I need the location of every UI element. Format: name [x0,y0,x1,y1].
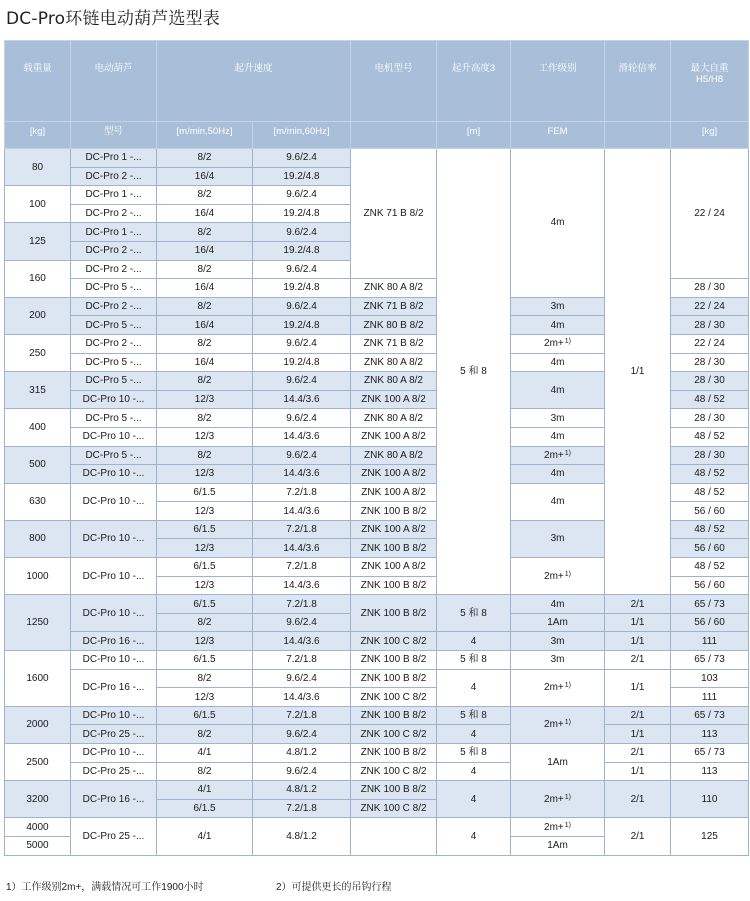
cell-motor: ZNK 100 B 8/2 [351,651,437,670]
cell-speed-60: 7.2/1.8 [253,558,351,577]
cell-duty: 3m [511,520,605,557]
cell-load: 5000 [5,836,71,855]
cell-motor: ZNK 100 B 8/2 [351,669,437,688]
cell-weight: 113 [671,725,749,744]
cell-speed-60: 9.6/2.4 [253,260,351,279]
cell-load: 2000 [5,706,71,743]
cell-model: DC-Pro 2 -... [71,167,157,186]
cell-model: DC-Pro 16 -... [71,632,157,651]
cell-model: DC-Pro 2 -... [71,241,157,260]
duty-value: 2m+ [544,682,564,694]
cell-duty [511,669,605,706]
cell-speed-50: 6/1.5 [157,799,253,818]
duty-value: 2m+ [544,570,564,582]
cell-height: 5 和 8 [437,651,511,670]
cell-duty: 4m [511,316,605,335]
cell-speed-50: 6/1.5 [157,558,253,577]
table-row [5,818,749,837]
cell-speed-60: 9.6/2.4 [253,613,351,632]
cell-model: DC-Pro 10 -... [71,651,157,670]
cell-speed-50: 4/1 [157,781,253,800]
cell-model: DC-Pro 5 -... [71,316,157,335]
cell-weight: 113 [671,762,749,781]
cell-model: DC-Pro 16 -... [71,669,157,706]
cell-model: DC-Pro 10 -... [71,483,157,520]
duty-value: 2m+ [544,449,564,461]
cell-speed-50: 16/4 [157,316,253,335]
cell-speed-50: 16/4 [157,167,253,186]
cell-model: DC-Pro 16 -... [71,781,157,818]
cell-speed-60: 14.4/3.6 [253,688,351,707]
cell-reeving: 2/1 [605,595,671,614]
table-row [5,725,749,744]
header-speed: 起升速度 [157,41,351,122]
cell-speed-50: 12/3 [157,576,253,595]
cell-load: 630 [5,483,71,520]
cell-speed-60: 14.4/3.6 [253,632,351,651]
cell-weight: 28 / 30 [671,316,749,335]
cell-speed-50: 8/2 [157,613,253,632]
cell-weight: 48 / 52 [671,465,749,484]
cell-duty [511,334,605,353]
cell-duty: 1Am [511,613,605,632]
cell-load: 250 [5,334,71,371]
cell-speed-60: 19.2/4.8 [253,204,351,223]
cell-load: 125 [5,223,71,260]
cell-speed-50: 6/1.5 [157,520,253,539]
cell-model: DC-Pro 2 -... [71,334,157,353]
duty-value: 2m+ [544,338,564,350]
footnote-marker: 1) [564,338,571,346]
unit-motor [351,122,437,149]
cell-speed-50: 12/3 [157,502,253,521]
cell-motor: ZNK 100 A 8/2 [351,465,437,484]
cell-duty: 4m [511,149,605,298]
cell-height: 4 [437,762,511,781]
cell-motor: ZNK 100 B 8/2 [351,706,437,725]
cell-weight: 28 / 30 [671,372,749,391]
table-row [5,781,749,800]
cell-speed-60: 7.2/1.8 [253,706,351,725]
cell-motor: ZNK 80 B 8/2 [351,316,437,335]
cell-height: 5 和 8 [437,706,511,725]
table-row [5,744,749,763]
cell-duty: 3m [511,409,605,428]
cell-weight: 48 / 52 [671,483,749,502]
page-title: DC-Pro环链电动葫芦选型表 [6,9,221,29]
cell-height: 4 [437,781,511,818]
cell-duty [511,558,605,595]
cell-speed-60: 4.8/1.2 [253,781,351,800]
cell-speed-50: 4/1 [157,744,253,763]
cell-motor: ZNK 100 B 8/2 [351,595,437,632]
table-row [5,706,749,725]
header-weight [671,41,749,122]
cell-speed-50: 8/2 [157,223,253,242]
cell-motor: ZNK 71 B 8/2 [351,297,437,316]
cell-speed-50: 8/2 [157,669,253,688]
cell-model: DC-Pro 10 -... [71,706,157,725]
table-body [5,149,749,856]
cell-speed-60: 7.2/1.8 [253,520,351,539]
cell-speed-60: 14.4/3.6 [253,427,351,446]
cell-motor: ZNK 80 A 8/2 [351,353,437,372]
cell-load: 200 [5,297,71,334]
cell-speed-60: 4.8/1.2 [253,818,351,855]
footnote-marker: 1) [564,570,571,578]
cell-speed-60: 9.6/2.4 [253,223,351,242]
cell-load: 2500 [5,744,71,781]
cell-model: DC-Pro 25 -... [71,818,157,855]
cell-motor: ZNK 100 C 8/2 [351,632,437,651]
cell-weight: 22 / 24 [671,297,749,316]
cell-speed-50: 16/4 [157,241,253,260]
cell-model: DC-Pro 2 -... [71,260,157,279]
cell-speed-50: 6/1.5 [157,706,253,725]
header-weight-sub: H5/H8 [696,74,723,85]
cell-duty [511,818,605,837]
cell-reeving: 2/1 [605,781,671,818]
unit-height: [m] [437,122,511,149]
footnote-marker: 1) [564,793,571,801]
cell-speed-60: 14.4/3.6 [253,539,351,558]
cell-model: DC-Pro 25 -... [71,762,157,781]
cell-duty: 3m [511,632,605,651]
cell-speed-60: 9.6/2.4 [253,725,351,744]
cell-duty [511,446,605,465]
footnote-marker: 1) [564,682,571,690]
cell-speed-50: 8/2 [157,725,253,744]
cell-motor: ZNK 80 A 8/2 [351,409,437,428]
cell-weight: 65 / 73 [671,651,749,670]
cell-reeving: 1/1 [605,632,671,651]
cell-load: 500 [5,446,71,483]
cell-motor: ZNK 100 C 8/2 [351,762,437,781]
cell-motor: ZNK 100 A 8/2 [351,558,437,577]
cell-weight: 65 / 73 [671,744,749,763]
cell-duty: 1Am [511,836,605,855]
duty-value: 2m+ [544,719,564,731]
cell-duty: 4m [511,353,605,372]
cell-speed-50: 6/1.5 [157,651,253,670]
cell-weight: 22 / 24 [671,334,749,353]
cell-reeving: 1/1 [605,613,671,632]
cell-speed-60: 7.2/1.8 [253,651,351,670]
unit-duty: FEM [511,122,605,149]
cell-duty: 1Am [511,744,605,781]
cell-speed-50: 8/2 [157,297,253,316]
cell-speed-60: 14.4/3.6 [253,465,351,484]
cell-motor: ZNK 100 C 8/2 [351,725,437,744]
cell-duty: 3m [511,651,605,670]
cell-load: 80 [5,149,71,186]
cell-load: 400 [5,409,71,446]
cell-model: DC-Pro 10 -... [71,558,157,595]
cell-reeving: 2/1 [605,744,671,763]
footnote-1: 1）工作级别2m+，满载情况可工作1900小时 [6,882,204,893]
cell-load: 160 [5,260,71,297]
cell-height: 5 和 8 [437,595,511,632]
cell-model: DC-Pro 2 -... [71,204,157,223]
cell-height: 4 [437,632,511,651]
cell-weight: 65 / 73 [671,595,749,614]
cell-model: DC-Pro 25 -... [71,725,157,744]
table-row [5,595,749,614]
cell-speed-50: 8/2 [157,446,253,465]
cell-duty [511,706,605,743]
cell-speed-50: 8/2 [157,334,253,353]
cell-model: DC-Pro 1 -... [71,186,157,205]
cell-weight: 103 [671,669,749,688]
cell-height: 4 [437,669,511,706]
cell-height: 4 [437,818,511,855]
cell-speed-60: 9.6/2.4 [253,186,351,205]
cell-weight: 48 / 52 [671,558,749,577]
cell-speed-50: 16/4 [157,204,253,223]
cell-height: 4 [437,725,511,744]
cell-model: DC-Pro 5 -... [71,372,157,391]
cell-reeving: 2/1 [605,706,671,725]
cell-speed-50: 16/4 [157,279,253,298]
header-reeving: 滑轮倍率 [605,41,671,122]
cell-duty: 4m [511,427,605,446]
cell-model: DC-Pro 10 -... [71,427,157,446]
cell-load: 100 [5,186,71,223]
cell-weight: 28 / 30 [671,353,749,372]
cell-speed-50: 6/1.5 [157,595,253,614]
cell-speed-50: 12/3 [157,632,253,651]
cell-weight: 56 / 60 [671,613,749,632]
cell-duty: 3m [511,297,605,316]
footnote-marker: 1) [564,821,571,829]
cell-load: 4000 [5,818,71,837]
table-row [5,149,749,168]
cell-weight: 65 / 73 [671,706,749,725]
cell-motor [351,818,437,855]
cell-motor: ZNK 100 A 8/2 [351,390,437,409]
cell-motor: ZNK 80 A 8/2 [351,372,437,391]
cell-motor: ZNK 80 A 8/2 [351,279,437,298]
footnote-marker: 1) [564,719,571,727]
cell-load: 315 [5,372,71,409]
cell-speed-60: 9.6/2.4 [253,409,351,428]
cell-model: DC-Pro 10 -... [71,520,157,557]
cell-motor: ZNK 71 B 8/2 [351,334,437,353]
cell-duty: 4m [511,372,605,409]
cell-motor: ZNK 100 B 8/2 [351,576,437,595]
cell-speed-60: 19.2/4.8 [253,167,351,186]
cell-reeving: 1/1 [605,669,671,706]
cell-load: 1000 [5,558,71,595]
cell-speed-60: 7.2/1.8 [253,595,351,614]
header-weight-label: 最大自重 [690,63,729,74]
cell-model: DC-Pro 1 -... [71,223,157,242]
cell-model: DC-Pro 1 -... [71,149,157,168]
duty-value: 2m+ [544,793,564,805]
cell-speed-50: 12/3 [157,688,253,707]
cell-speed-60: 14.4/3.6 [253,502,351,521]
header-duty: 工作级别 [511,41,605,122]
cell-motor: ZNK 100 B 8/2 [351,502,437,521]
cell-speed-60: 7.2/1.8 [253,483,351,502]
unit-hoist: 型号 [71,122,157,149]
cell-speed-60: 9.6/2.4 [253,297,351,316]
cell-reeving: 2/1 [605,651,671,670]
cell-motor: ZNK 100 B 8/2 [351,781,437,800]
cell-motor: ZNK 100 A 8/2 [351,427,437,446]
cell-reeving: 1/1 [605,762,671,781]
cell-speed-60: 14.4/3.6 [253,390,351,409]
cell-motor: ZNK 80 A 8/2 [351,446,437,465]
cell-speed-50: 8/2 [157,186,253,205]
cell-motor: ZNK 100 A 8/2 [351,483,437,502]
cell-model: DC-Pro 10 -... [71,744,157,763]
cell-speed-60: 9.6/2.4 [253,762,351,781]
footnote-marker: 1) [564,449,571,457]
unit-load: [kg] [5,122,71,149]
cell-reeving: 1/1 [605,725,671,744]
cell-speed-60: 19.2/4.8 [253,316,351,335]
cell-speed-50: 16/4 [157,353,253,372]
cell-load: 1250 [5,595,71,651]
cell-duty [511,781,605,818]
header-load: 载重量 [5,41,71,122]
cell-load: 3200 [5,781,71,818]
unit-speed-60: [m/min,60Hz] [253,122,351,149]
cell-speed-60: 14.4/3.6 [253,576,351,595]
cell-model: DC-Pro 10 -... [71,595,157,632]
cell-speed-60: 4.8/1.2 [253,744,351,763]
header-motor: 电机型号 [351,41,437,122]
cell-motor: ZNK 71 B 8/2 [351,149,437,279]
cell-speed-60: 19.2/4.8 [253,241,351,260]
cell-weight: 56 / 60 [671,576,749,595]
table-row [5,669,749,688]
cell-weight: 28 / 30 [671,446,749,465]
cell-motor: ZNK 100 C 8/2 [351,688,437,707]
unit-weight: [kg] [671,122,749,149]
cell-speed-50: 12/3 [157,427,253,446]
cell-duty: 4m [511,595,605,614]
cell-reeving: 1/1 [605,149,671,595]
cell-weight: 48 / 52 [671,390,749,409]
header-hoist: 电动葫芦 [71,41,157,122]
cell-weight: 28 / 30 [671,279,749,298]
cell-speed-60: 9.6/2.4 [253,669,351,688]
cell-height: 5 和 8 [437,149,511,595]
cell-speed-50: 8/2 [157,409,253,428]
cell-speed-60: 9.6/2.4 [253,334,351,353]
cell-weight: 56 / 60 [671,539,749,558]
cell-duty: 4m [511,465,605,484]
cell-weight: 48 / 52 [671,427,749,446]
cell-speed-50: 8/2 [157,260,253,279]
cell-model: DC-Pro 10 -... [71,390,157,409]
cell-speed-60: 9.6/2.4 [253,149,351,168]
cell-load: 800 [5,520,71,557]
cell-motor: ZNK 100 B 8/2 [351,539,437,558]
cell-load: 1600 [5,651,71,707]
cell-weight: 22 / 24 [671,149,749,279]
cell-speed-50: 12/3 [157,390,253,409]
cell-speed-60: 19.2/4.8 [253,353,351,372]
cell-duty: 4m [511,483,605,520]
table-row [5,651,749,670]
cell-weight: 111 [671,688,749,707]
cell-motor: ZNK 100 C 8/2 [351,799,437,818]
table-row [5,632,749,651]
table-row [5,762,749,781]
cell-speed-60: 9.6/2.4 [253,446,351,465]
cell-weight: 111 [671,632,749,651]
selection-table [4,40,749,856]
cell-speed-50: 12/3 [157,539,253,558]
cell-speed-50: 4/1 [157,818,253,855]
unit-reeving [605,122,671,149]
cell-weight: 56 / 60 [671,502,749,521]
cell-motor: ZNK 100 A 8/2 [351,520,437,539]
cell-model: DC-Pro 2 -... [71,297,157,316]
cell-speed-60: 19.2/4.8 [253,279,351,298]
cell-speed-50: 8/2 [157,149,253,168]
cell-model: DC-Pro 5 -... [71,446,157,465]
cell-speed-60: 9.6/2.4 [253,372,351,391]
cell-model: DC-Pro 5 -... [71,409,157,428]
cell-model: DC-Pro 5 -... [71,353,157,372]
cell-model: DC-Pro 10 -... [71,465,157,484]
cell-speed-50: 6/1.5 [157,483,253,502]
cell-speed-50: 12/3 [157,465,253,484]
footnote-2: 2）可提供更长的吊钩行程 [276,882,392,893]
cell-weight: 28 / 30 [671,409,749,428]
cell-speed-50: 8/2 [157,762,253,781]
cell-speed-50: 8/2 [157,372,253,391]
cell-speed-60: 7.2/1.8 [253,799,351,818]
cell-weight: 110 [671,781,749,818]
cell-model: DC-Pro 5 -... [71,279,157,298]
cell-height: 5 和 8 [437,744,511,763]
header-height: 起升高度3 [437,41,511,122]
cell-motor: ZNK 100 B 8/2 [351,744,437,763]
duty-value: 2m+ [544,821,564,833]
cell-weight: 125 [671,818,749,855]
unit-speed-50: [m/min,50Hz] [157,122,253,149]
cell-reeving: 2/1 [605,818,671,855]
cell-weight: 48 / 52 [671,520,749,539]
